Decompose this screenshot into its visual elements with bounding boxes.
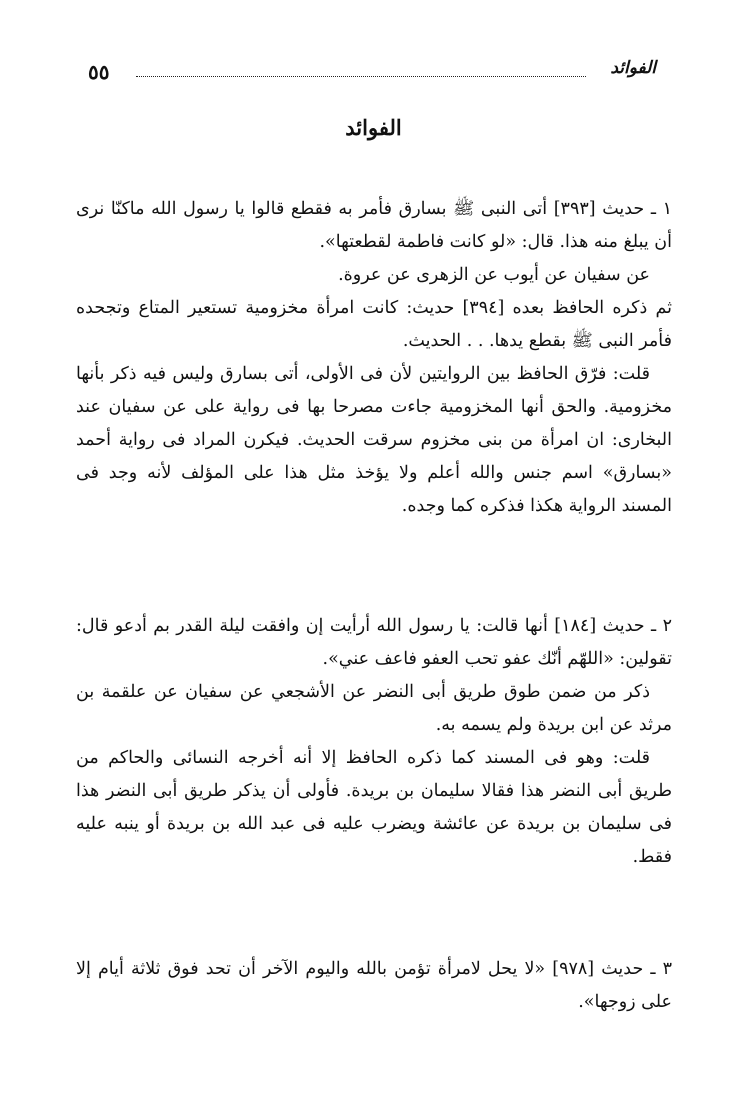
hadith-entry-2: [76, 610, 672, 874]
section-title: الفوائد: [345, 115, 402, 140]
entry-2-paragraph-3: قلت: وهو فى المسند كما ذكره الحافظ إلا أنه أخرجه النسائى والحاكم من طريق أبى النضر هذا فقالا سليمان بن بريدة. فأولى أن يذكر طريق أبى النضر هذا فى سليمان بن بريدة عن عائشة ويضرب عليه فى عبد الله بن بريدة أو ينبه عليه فقط.: [76, 748, 672, 867]
page-number: ٥٥: [88, 60, 110, 84]
entry-1-paragraph-4: قلت: فرّق الحافظ بين الروايتين لأن فى الأولى، أتى بسارق وليس فيه ذكر بأنها مخزومية. والحق أنها المخزومية جاءت مصرحا بها فى رواية على عن سفيان عند البخارى: ان امرأة من بنى مخزوم سرقت الحديث. فيكرن المراد فى رواية أحمد «بسارق» اسم جنس والله أعلم ولا يؤخذ مثل هذا على المؤلف لأنه وجد فى المسند الرواية هكذا فذكره كما وجده.: [76, 364, 672, 516]
entry-1-paragraph-1: ١ ـ حديث [٣٩٣] أتى النبى ﷺ بسارق فأمر به فقطع قالوا يا رسول الله ماكنّا نرى أن يبلغ منه هذا. قال: «لو كانت فاطمة لقطعتها».: [76, 199, 673, 252]
entry-3-paragraph-1: ٣ ـ حديث [٩٧٨] «لا يحل لامرأة تؤمن بالله واليوم الآخر أن تحد فوق ثلاثة أيام إلا على زوجها».: [76, 959, 672, 1012]
running-title: الفوائد: [610, 58, 656, 78]
entry-1-paragraph-2: عن سفيان عن أيوب عن الزهرى عن عروة.: [338, 265, 650, 285]
hadith-entry-1: [76, 193, 672, 523]
entry-2-paragraph-2: ذكر من ضمن طوق طريق أبى النضر عن الأشجعي عن سفيان عن علقمة بن مرثد عن ابن بريدة ولم يسمه به.: [76, 682, 672, 735]
page-header: [88, 58, 656, 88]
entry-2-paragraph-1: ٢ ـ حديث [١٨٤] أنها قالت: يا رسول الله أرأيت إن وافقت ليلة القدر بم أدعو قال: تقولين: «اللهّم أنّك عفو تحب العفو فاعف عني».: [76, 616, 673, 669]
entry-1-paragraph-3: ثم ذكره الحافظ بعده [٣٩٤] حديث: كانت امرأة مخزومية تستعير المتاع وتجحده فأمر النبى ﷺ بقطع يدها. . . الحديث.: [76, 298, 672, 351]
hadith-entry-3: [76, 953, 672, 1019]
header-dotted-rule: [136, 76, 586, 77]
